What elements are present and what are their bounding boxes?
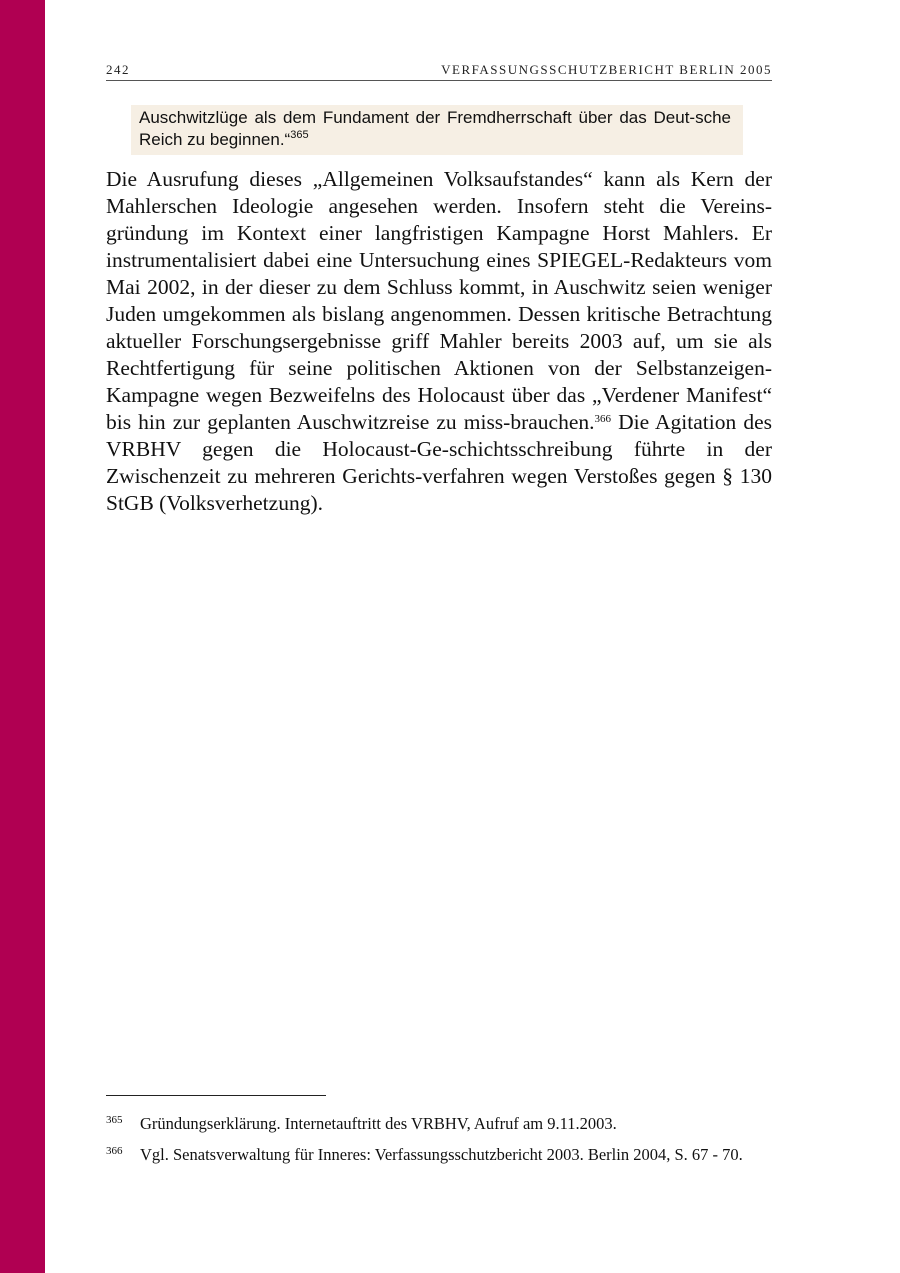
quote-footnote-ref: 365 <box>290 129 309 141</box>
body-footnote-ref: 366 <box>594 413 611 425</box>
footnote-366 <box>106 1144 772 1166</box>
page-number: 242 <box>106 62 130 77</box>
footnote-separator <box>106 1095 326 1096</box>
quote-text: Auschwitzlüge als dem Fundament der Fremdherrschaft über das Deut-sche Reich zu beginnen.“ <box>139 108 731 149</box>
footnote-number: 366 <box>106 1145 123 1157</box>
body-text-part-2: Die Agitation des VRBHV gegen die Holocaust-Ge-schichtsschreibung führte in der Zwischenzeit zu mehreren Gerichts-verfahren wegen Verstoßes gegen § 130 StGB (Volksverhetzung). <box>106 410 772 515</box>
body-paragraph <box>106 166 772 517</box>
side-color-bar <box>0 0 45 1273</box>
running-title: VERFASSUNGSSCHUTZBERICHT BERLIN 2005 <box>441 62 772 77</box>
body-text-part-1: Die Ausrufung dieses „Allgemeinen Volksaufstandes“ kann als Kern der Mahlerschen Ideologie angesehen werden. Insofern steht die Vereins-gründung im Kontext einer langfristigen Kampagne Horst Mahlers. Er instrumentalisiert dabei eine Untersuchung eines SPIEGEL-Redakteurs vom Mai 2002, in der dieser zu dem Schluss kommt, in Auschwitz seien weniger Juden umgekommen als bislang angenommen. Dessen kritische Betrachtung aktueller Forschungsergebnisse griff Mahler bereits 2003 auf, um sie als Rechtfertigung für seine politischen Aktionen von der Selbstanzeigen-Kampagne wegen Bezweifelns des Holocaust über das „Verdener Manifest“ bis hin zur geplanten Auschwitzreise zu miss-brauchen. <box>106 167 772 434</box>
footnote-number: 365 <box>106 1114 123 1126</box>
page-header <box>106 62 772 81</box>
footnote-text: Vgl. Senatsverwaltung für Inneres: Verfassungsschutzbericht 2003. Berlin 2004, S. 67 - 70. <box>140 1145 743 1164</box>
quote-block <box>131 105 743 155</box>
footnote-text: Gründungserklärung. Internetauftritt des VRBHV, Aufruf am 9.11.2003. <box>140 1114 617 1133</box>
footnote-365 <box>106 1113 772 1135</box>
